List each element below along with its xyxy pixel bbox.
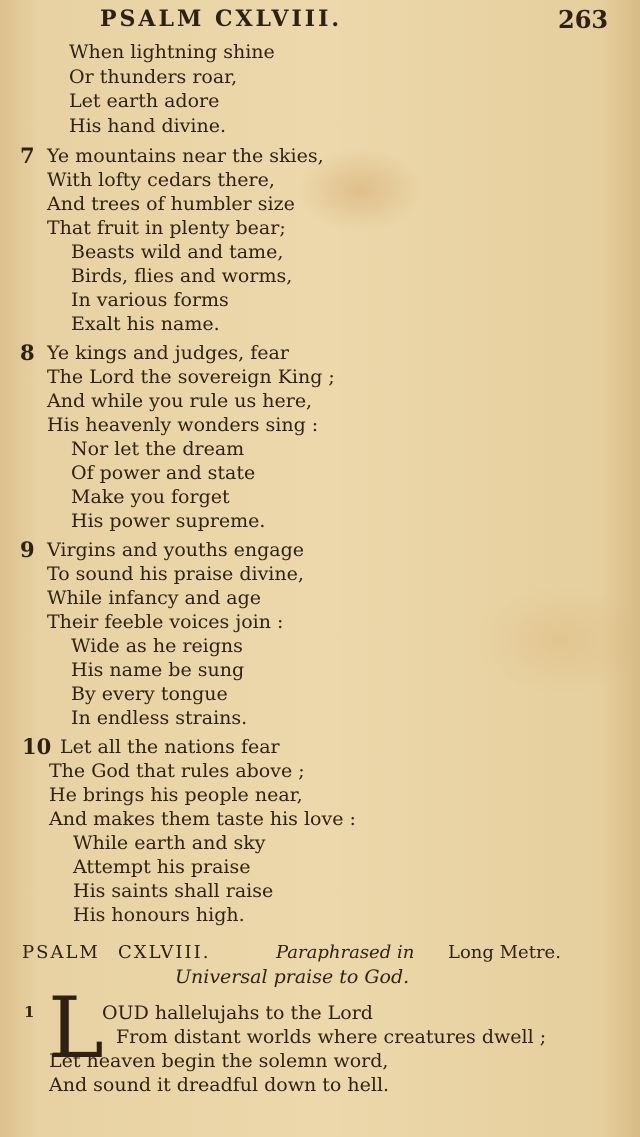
verse-line: Beasts wild and tame, [71, 241, 284, 263]
verse-line: While earth and sky [73, 832, 266, 854]
verse-line: His power supreme. [71, 510, 266, 532]
verse-line: From distant worlds where creatures dwell ; [116, 1026, 547, 1048]
verse-line: When lightning shine [69, 41, 275, 63]
page-number: 263 [558, 5, 609, 34]
verse-line: That fruit in plenty bear; [47, 217, 286, 239]
verse-line: Let all the nations fear [60, 736, 280, 758]
verse-line: Exalt his name. [71, 313, 220, 335]
verse-line: The Lord the sovereign King ; [47, 366, 335, 388]
verse-line: Attempt his praise [73, 856, 251, 878]
psalm-word: PSALM [22, 942, 100, 963]
verse-line: To sound his praise divine, [47, 563, 304, 585]
verse-line: And sound it dreadful down to hell. [49, 1074, 390, 1096]
psalm-subtitle: Universal praise to God. [175, 966, 410, 988]
verse-line: And while you rule us here, [47, 390, 313, 412]
verse-line: Of power and state [71, 462, 256, 484]
metre-label: Long Metre. [448, 942, 561, 963]
verse-line: And trees of humbler size [47, 193, 295, 215]
stanza-number: 8 [20, 340, 35, 365]
verse-line: His saints shall raise [73, 880, 274, 902]
stanza-number: 10 [22, 734, 52, 759]
psalm-number: CXLVIII. [118, 942, 211, 963]
stanza-number: 1 [24, 1003, 35, 1021]
verse-line: Their feeble voices join : [47, 611, 284, 633]
verse-line: Or thunders roar, [69, 66, 238, 88]
drop-cap: L [48, 979, 104, 1077]
verse-line: By every tongue [71, 683, 228, 705]
verse-line: With lofty cedars there, [47, 169, 275, 191]
verse-line: Wide as he reigns [71, 635, 243, 657]
verse-line: Nor let the dream [71, 438, 245, 460]
verse-line: Make you forget [71, 486, 230, 508]
verse-line: He brings his people near, [49, 784, 303, 806]
verse-line: OUD hallelujahs to the Lord [102, 1002, 373, 1024]
verse-line: His heavenly wonders sing : [47, 414, 319, 436]
verse-line: The God that rules above ; [49, 760, 305, 782]
stanza-number: 7 [20, 143, 35, 168]
verse-line: Let earth adore [69, 90, 220, 112]
verse-line: Birds, flies and worms, [71, 265, 293, 287]
verse-line: While infancy and age [47, 587, 262, 609]
verse-line: His hand divine. [69, 115, 227, 137]
verse-line: And makes them taste his love : [49, 808, 356, 830]
verse-line: Ye mountains near the skies, [47, 145, 324, 167]
verse-line: His name be sung [71, 659, 245, 681]
stanza-number: 9 [20, 537, 35, 562]
verse-line: In various forms [71, 289, 229, 311]
verse-line: In endless strains. [71, 707, 248, 729]
verse-line: Ye kings and judges, fear [47, 342, 289, 364]
paraphrased-label: Paraphrased in [276, 942, 415, 963]
verse-line: Virgins and youths engage [47, 539, 305, 561]
running-title: PSALM CXLVIII. [100, 6, 343, 32]
verse-line: Let heaven begin the solemn word, [49, 1050, 389, 1072]
verse-line: His honours high. [73, 904, 245, 926]
